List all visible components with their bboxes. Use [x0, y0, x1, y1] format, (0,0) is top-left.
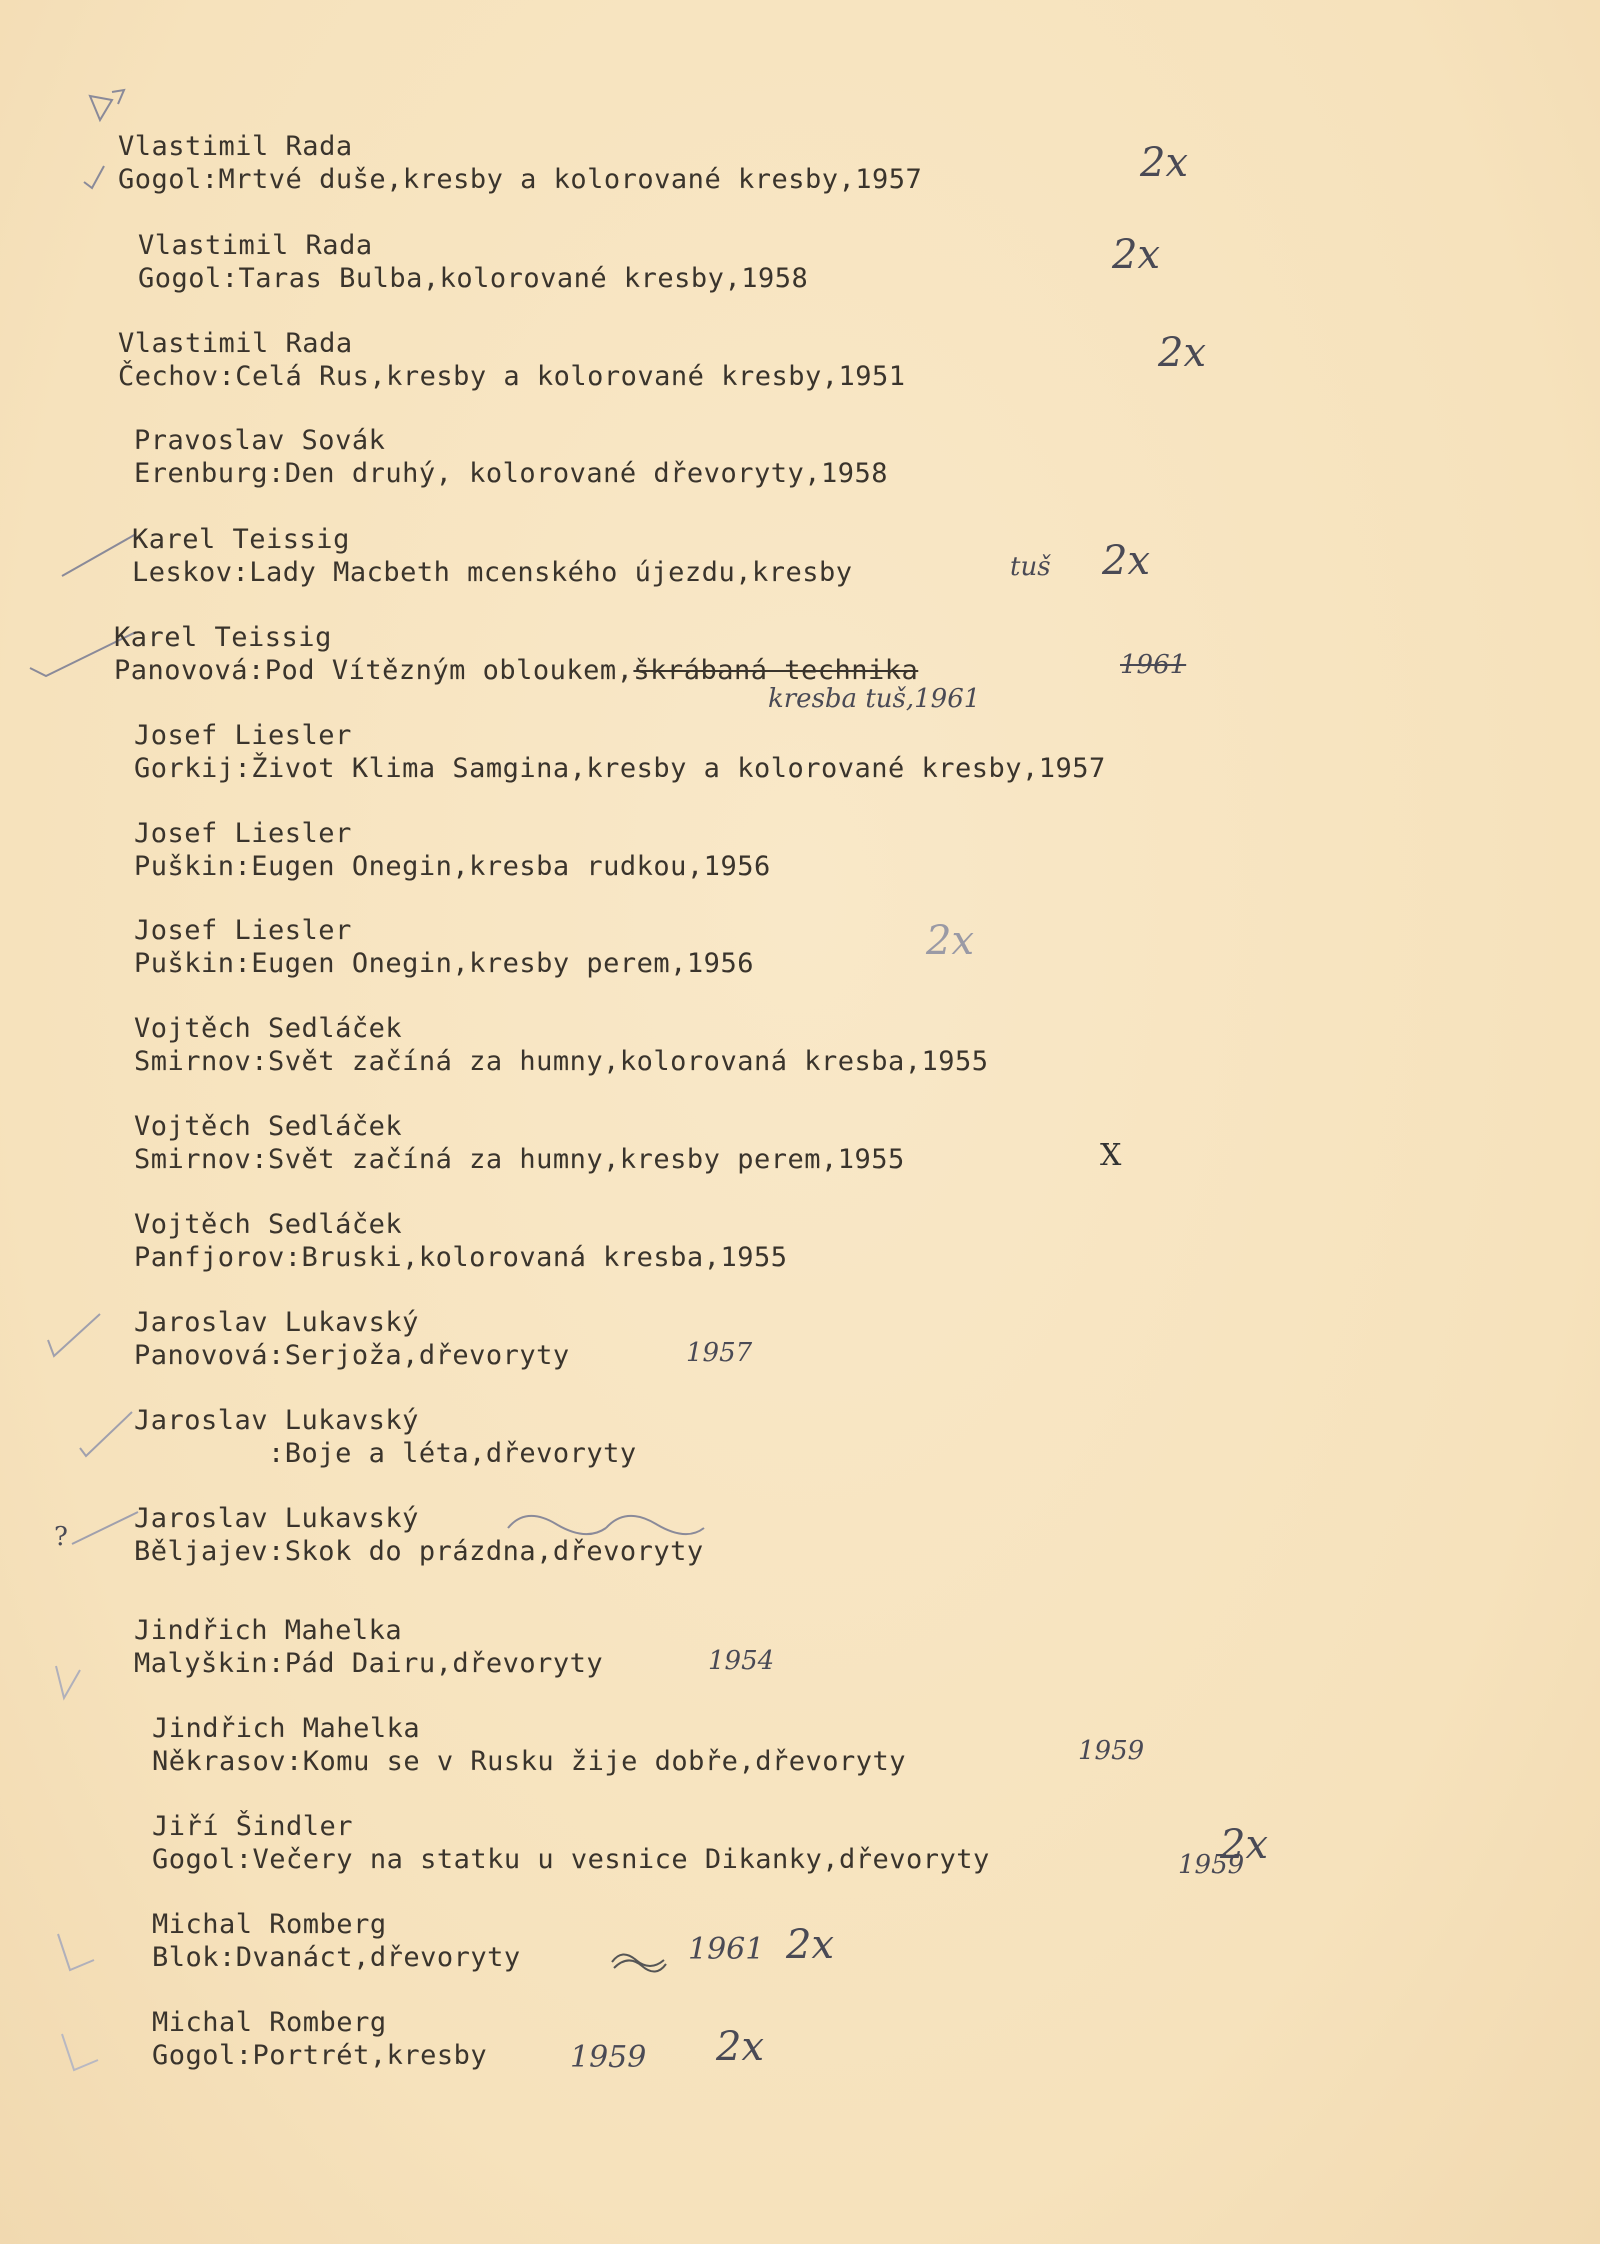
artist-name: Jindřich Mahelka: [134, 1615, 403, 1646]
list-item: [152, 2006, 487, 2072]
list-item: [134, 1208, 787, 1274]
artist-name: Karel Teissig: [132, 524, 350, 555]
list-item: [134, 424, 888, 490]
artist-name: Vojtěch Sedláček: [134, 1209, 403, 1240]
work-description: Gorkij:Život Klima Samgina,kresby a kolorované kresby,1957: [134, 753, 1106, 784]
list-item: [152, 1810, 990, 1876]
work-description: Puškin:Eugen Onegin,kresby perem,1956: [134, 948, 754, 979]
work-description: Malyškin:Pád Dairu,dřevoryty: [134, 1648, 604, 1679]
struck-text: škrábaná technika: [633, 655, 919, 686]
artist-name: Jaroslav Lukavský: [134, 1503, 419, 1534]
work-description: Gogol:Portrét,kresby: [152, 2040, 488, 2071]
list-item: [118, 327, 906, 393]
work-description: Erenburg:Den druhý, kolorované dřevoryty,1958: [134, 458, 888, 489]
handwritten-note: 2x: [1140, 140, 1189, 186]
work-description: Puškin:Eugen Onegin,kresba rudkou,1956: [134, 851, 771, 882]
artist-name: Pravoslav Sovák: [134, 425, 386, 456]
check-mark-icon: [60, 2030, 100, 2080]
handwritten-note: 1959: [1078, 1736, 1145, 1766]
artist-name: Josef Liesler: [134, 720, 352, 751]
handwritten-note: 2x: [1220, 1822, 1269, 1868]
handwritten-note: 2x: [1102, 538, 1151, 584]
artist-name: Vlastimil Rada: [138, 230, 373, 261]
work-description: Běljajev:Skok do prázdna,dřevoryty: [134, 1536, 704, 1567]
artist-name: Josef Liesler: [134, 818, 352, 849]
check-mark-icon: [44, 1310, 104, 1360]
artist-name: Vojtěch Sedláček: [134, 1111, 403, 1142]
check-mark-icon: [54, 1662, 84, 1702]
list-item: [132, 523, 852, 589]
list-item: [134, 1110, 905, 1176]
work-description: :Boje a léta,dřevoryty: [134, 1438, 637, 1469]
work-description: Panovová:Serjoža,dřevoryty: [134, 1340, 570, 1371]
handwritten-note: X: [1100, 1138, 1122, 1173]
handwritten-note: 1961: [688, 1932, 765, 1967]
work-description: Gogol:Mrtvé duše,kresby a kolorované kresby,1957: [118, 164, 923, 195]
handwritten-note: 2x: [786, 1922, 835, 1968]
artist-name: Vlastimil Rada: [118, 131, 353, 162]
artist-name: Vlastimil Rada: [118, 328, 353, 359]
handwritten-note: 1959: [570, 2040, 647, 2075]
work-description: Někrasov:Komu se v Rusku žije dobře,dřevoryty: [152, 1746, 906, 1777]
list-item: [152, 1908, 521, 1974]
artist-name: Karel Teissig: [114, 622, 332, 653]
work-description: Panfjorov:Bruski,kolorovaná kresba,1955: [134, 1242, 788, 1273]
work-description: Leskov:Lady Macbeth mcenského újezdu,kresby: [132, 557, 853, 588]
wavy-mark-icon: [506, 1504, 706, 1544]
check-mark-icon: [56, 1930, 96, 1980]
list-item: [114, 621, 918, 687]
list-item: [134, 1404, 637, 1470]
work-description: Blok:Dvanáct,dřevoryty: [152, 1942, 521, 1973]
work-description: Gogol:Večery na statku u vesnice Dikanky,dřevoryty: [152, 1844, 990, 1875]
work-description: Smirnov:Svět začíná za humny,kolorovaná kresba,1955: [134, 1046, 989, 1077]
handwritten-note: 1961: [1120, 650, 1187, 680]
list-item: [134, 719, 1106, 785]
list-item: [138, 229, 808, 295]
artist-name: Michal Romberg: [152, 1909, 387, 1940]
list-item: [134, 1012, 989, 1078]
artist-name: Jindřich Mahelka: [152, 1713, 421, 1744]
handwritten-note: 2x: [716, 2024, 765, 2070]
handwritten-note: 2x: [926, 918, 975, 964]
work-description: Gogol:Taras Bulba,kolorované kresby,1958: [138, 263, 809, 294]
check-mark-icon: [70, 1508, 140, 1548]
list-item: [134, 1614, 603, 1680]
check-mark-icon: [60, 530, 140, 580]
artist-name: Jiří Šindler: [152, 1811, 354, 1842]
handwritten-note: 1959: [1178, 1850, 1245, 1880]
handwritten-note: 2x: [1112, 232, 1161, 278]
artist-name: Josef Liesler: [134, 915, 352, 946]
handwritten-note: 1957: [686, 1338, 753, 1368]
list-item: [134, 817, 771, 883]
work-description: Panovová:Pod Vítězným obloukem,: [114, 655, 634, 686]
work-description: Smirnov:Svět začíná za humny,kresby perem,1955: [134, 1144, 905, 1175]
artist-name: Jaroslav Lukavský: [134, 1405, 419, 1436]
scribble-mark-icon: [608, 1946, 668, 1976]
handwritten-note: ?: [54, 1522, 68, 1552]
check-mark-icon: [76, 1408, 136, 1458]
handwritten-note: tuš: [1010, 552, 1051, 582]
list-item: [118, 130, 922, 196]
list-item: [134, 914, 754, 980]
handwritten-note: 2x: [1158, 330, 1207, 376]
artist-name: Michal Romberg: [152, 2007, 387, 2038]
handwritten-note: 1954: [708, 1646, 775, 1676]
artist-name: Vojtěch Sedláček: [134, 1013, 403, 1044]
handwritten-note: kresba tuš,1961: [768, 684, 981, 714]
list-item: [134, 1306, 570, 1372]
work-description: Čechov:Celá Rus,kresby a kolorované kresby,1951: [118, 361, 906, 392]
list-item: [152, 1712, 906, 1778]
artist-name: Jaroslav Lukavský: [134, 1307, 419, 1338]
